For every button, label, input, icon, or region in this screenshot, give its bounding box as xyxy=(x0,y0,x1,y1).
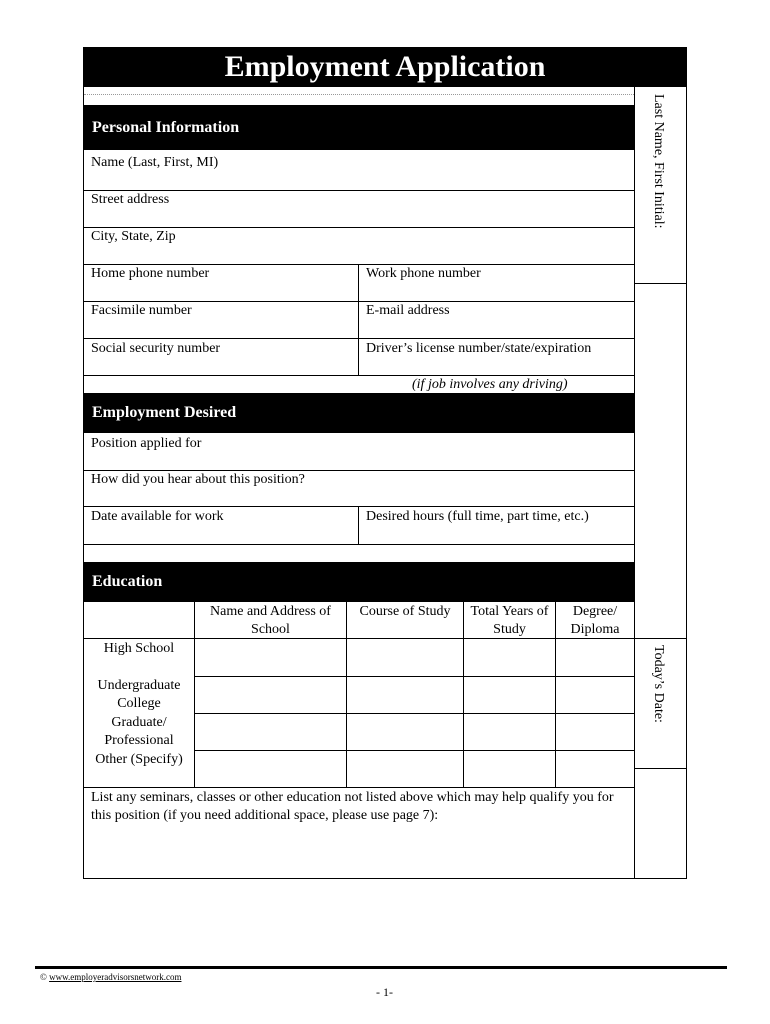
divider xyxy=(84,375,634,376)
name-field[interactable]: Name (Last, First, MI) xyxy=(91,155,219,170)
divider xyxy=(84,544,634,545)
table-header-school: Name and Address of School xyxy=(210,604,331,637)
home-phone-field[interactable]: Home phone number xyxy=(91,266,210,281)
copyright xyxy=(40,972,181,982)
divider xyxy=(84,787,634,788)
page-number: - 1- xyxy=(376,985,393,999)
sidebar-date-label: Today’s Date: xyxy=(651,645,666,723)
position-field[interactable]: Position applied for xyxy=(91,436,202,451)
divider xyxy=(84,638,634,639)
table-header-years: Total Years of Study xyxy=(470,604,549,637)
column-divider xyxy=(358,264,359,375)
column-divider xyxy=(358,506,359,544)
street-field[interactable]: Street address xyxy=(91,192,170,207)
sidebar-name-label: Last Name, First Initial: xyxy=(651,94,666,229)
fax-field[interactable]: Facsimile number xyxy=(91,303,192,318)
row-divider xyxy=(194,676,634,677)
row-divider xyxy=(194,713,634,714)
row-divider xyxy=(194,750,634,751)
divider xyxy=(84,301,634,302)
seminars-note: List any seminars, classes or other education not listed above which may help qualify you for this position (if you need additional space, please use page 7): xyxy=(91,790,614,823)
city-field[interactable]: City, State, Zip xyxy=(91,229,176,244)
table-row-label: Undergraduate College xyxy=(97,678,181,711)
desired-hours-field[interactable]: Desired hours (full time, part time, etc.) xyxy=(366,509,589,524)
section-personal-heading: Personal Information xyxy=(84,105,634,150)
date-available-field[interactable]: Date available for work xyxy=(91,509,224,524)
page-title: Employment Application xyxy=(83,47,687,87)
seminars-answer-area[interactable] xyxy=(84,825,634,879)
footer-rule xyxy=(35,966,727,969)
copyright-symbol: © xyxy=(40,972,47,982)
table-header-course: Course of Study xyxy=(359,604,451,619)
license-field[interactable]: Driver’s license number/state/expiration xyxy=(366,341,592,356)
divider xyxy=(84,227,634,228)
footer-link[interactable]: www.employeradvisorsnetwork.com xyxy=(49,972,182,982)
sidebar-divider xyxy=(634,768,687,769)
table-row-label: Other (Specify) xyxy=(95,752,183,767)
divider xyxy=(84,470,634,471)
table-header-degree: Degree/ Diploma xyxy=(570,604,620,637)
ssn-field[interactable]: Social security number xyxy=(91,341,221,356)
section-employment-heading: Employment Desired xyxy=(84,393,634,433)
table-row-label: High School xyxy=(103,641,175,656)
divider xyxy=(84,506,634,507)
sidebar-divider xyxy=(634,283,687,284)
email-field[interactable]: E-mail address xyxy=(366,303,450,318)
table-row-label: Graduate/ Professional xyxy=(104,715,174,748)
work-phone-field[interactable]: Work phone number xyxy=(366,266,481,281)
how-heard-field[interactable]: How did you hear about this position? xyxy=(91,472,305,487)
sidebar-divider xyxy=(634,638,687,639)
table-col-divider xyxy=(346,602,347,787)
section-education-heading: Education xyxy=(84,562,634,602)
license-note: (if job involves any driving) xyxy=(412,377,568,392)
divider xyxy=(84,264,634,265)
divider xyxy=(84,94,634,95)
divider xyxy=(84,190,634,191)
divider xyxy=(84,338,634,339)
